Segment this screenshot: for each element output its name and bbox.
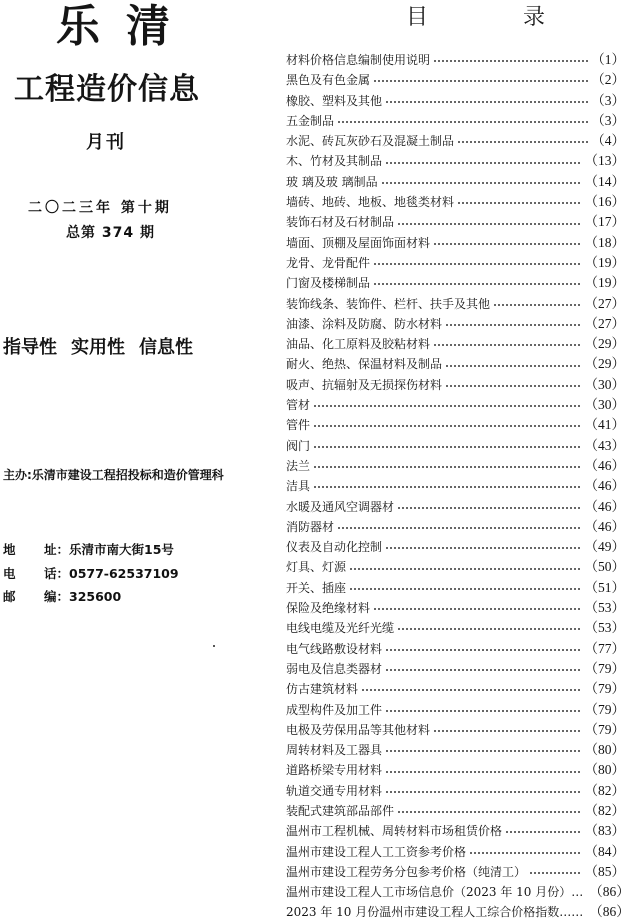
toc-item[interactable]: [286, 557, 625, 577]
toc-item-page: （53）: [584, 620, 625, 636]
toc-item[interactable]: [286, 537, 625, 557]
toc-item[interactable]: [286, 294, 625, 314]
toc-item-label: 吸声、抗辐射及无损探伤材料: [286, 377, 443, 392]
dot-leader: [337, 522, 581, 532]
slogan-guidance: 指导性: [3, 337, 57, 358]
toc-item-label: 仿古建筑材料: [286, 682, 359, 697]
toc-item[interactable]: [286, 172, 625, 192]
toc-item-label: 油漆、涂料及防腐、防水材料: [286, 316, 443, 331]
toc-item-page: （79）: [584, 721, 625, 737]
toc-item-label: 道路桥梁专用材料: [286, 763, 383, 778]
toc-panel: [280, 0, 630, 918]
toc-item-page: （46）: [584, 498, 625, 514]
dot-leader: [349, 583, 581, 593]
dot-leader: [457, 197, 581, 207]
toc-list: [286, 50, 630, 923]
toc-item[interactable]: [286, 598, 625, 618]
toc-item[interactable]: [286, 415, 625, 435]
dot-leader: [373, 75, 588, 85]
dot-leader: [349, 563, 581, 573]
toc-item[interactable]: [286, 314, 625, 334]
cover-panel: [0, 0, 280, 918]
total-issue-number: 总第 374 期: [66, 225, 155, 241]
toc-item[interactable]: [286, 456, 625, 476]
contact-label: 地 址：: [3, 542, 69, 557]
period-type: 月刊: [86, 132, 126, 153]
toc-item-label: 装配式建筑部品部件: [286, 803, 395, 818]
toc-item[interactable]: [286, 760, 625, 780]
toc-item-label: 门窗及楼梯制品: [286, 276, 371, 291]
toc-item-label: 温州市工程机械、周转材料市场租赁价格: [286, 824, 503, 839]
dot-leader: [385, 786, 581, 796]
toc-item[interactable]: [286, 50, 625, 70]
toc-item-label: 电极及劳保用品等其他材料: [286, 722, 431, 737]
contact-address: [3, 538, 179, 562]
toc-item[interactable]: [286, 842, 625, 862]
dot-leader: [457, 136, 588, 146]
dot-leader: [469, 847, 581, 857]
toc-item-page: （41）: [584, 417, 625, 433]
toc-item[interactable]: [286, 882, 630, 902]
dot-leader: [385, 664, 581, 674]
toc-item-label: 管材: [286, 398, 311, 413]
toc-item-page: （17）: [584, 214, 625, 230]
dot-leader: [529, 867, 581, 877]
toc-item-label: 水泥、砖瓦灰砂石及混凝土制品: [286, 134, 455, 149]
toc-item-label: 周转材料及工器具: [286, 743, 383, 758]
toc-item-page: （84）: [584, 843, 625, 859]
dot-leader: [337, 116, 588, 126]
contact-value: 乐清市南大街15号: [69, 542, 174, 557]
toc-item[interactable]: [286, 821, 625, 841]
toc-item-label: 成型构件及加工件: [286, 702, 383, 717]
toc-item[interactable]: [286, 131, 625, 151]
toc-item-label: 装饰线条、装饰件、栏杆、扶手及其他: [286, 296, 491, 311]
toc-item[interactable]: [286, 618, 625, 638]
toc-item-label: 管件: [286, 418, 311, 433]
toc-item-page: （82）: [584, 782, 625, 798]
publication-title: 工程造价信息: [14, 72, 200, 107]
stray-dot: [213, 645, 215, 647]
toc-item-page: （16）: [584, 194, 625, 210]
toc-item-page: （27）: [584, 295, 625, 311]
toc-item[interactable]: [286, 801, 625, 821]
dot-leader: [385, 644, 581, 654]
dot-leader: [397, 806, 581, 816]
toc-item-page: （79）: [584, 701, 625, 717]
toc-item-page: （86）: [589, 884, 630, 900]
toc-item-label: 木、竹材及其制品: [286, 154, 383, 169]
toc-item-page: （79）: [584, 660, 625, 676]
toc-item[interactable]: [286, 781, 625, 801]
toc-item-page: （51）: [584, 579, 625, 595]
toc-item-label: 五金制品: [286, 113, 335, 128]
dot-leader: [397, 502, 581, 512]
contact-value: 0577-62537109: [69, 565, 179, 581]
toc-item[interactable]: [286, 720, 625, 740]
dot-leader: [385, 157, 581, 167]
toc-item-page: （19）: [584, 254, 625, 270]
toc-item-label: 墙面、顶棚及屋面饰面材料: [286, 235, 431, 250]
dot-leader: [493, 299, 581, 309]
toc-item-page: （46）: [584, 478, 625, 494]
toc-item[interactable]: [286, 517, 625, 537]
toc-item[interactable]: [286, 375, 625, 395]
toc-item-page: （53）: [584, 600, 625, 616]
dot-leader: [505, 826, 581, 836]
toc-item-page: （14）: [584, 173, 625, 189]
dot-leader: [385, 745, 581, 755]
toc-item-label: 电气线路敷设材料: [286, 641, 383, 656]
toc-item[interactable]: [286, 151, 625, 171]
toc-item-page: （27）: [584, 315, 625, 331]
toc-item[interactable]: [286, 233, 625, 253]
toc-item-label: 温州市建设工程劳务分包参考价格（纯清工）: [286, 864, 527, 879]
toc-item-page: （49）: [584, 539, 625, 555]
dot-leader: [385, 766, 581, 776]
dot-leader: [385, 96, 588, 106]
toc-item-page: （83）: [584, 823, 625, 839]
toc-item-label: 仪表及自动化控制: [286, 540, 383, 555]
toc-item-page: （18）: [584, 234, 625, 250]
toc-item-label: 温州市建设工程人工市场信息价（2023 年 10 月份）…: [286, 885, 584, 900]
toc-item[interactable]: [286, 91, 625, 111]
dot-leader: [361, 684, 581, 694]
toc-item-page: （43）: [584, 437, 625, 453]
toc-item-page: （3）: [591, 112, 625, 128]
contact-postcode: [3, 585, 179, 609]
toc-item-page: （30）: [584, 376, 625, 392]
toc-item[interactable]: [286, 192, 625, 212]
toc-item[interactable]: [286, 659, 625, 679]
toc-item[interactable]: [286, 902, 630, 922]
toc-item-page: （82）: [584, 802, 625, 818]
toc-item[interactable]: [286, 476, 625, 496]
slogan-practicality: 实用性: [71, 337, 125, 358]
toc-item[interactable]: [286, 70, 625, 90]
toc-item-label: 耐火、绝热、保温材料及制品: [286, 357, 443, 372]
toc-item-page: （85）: [584, 863, 625, 879]
toc-item-page: （77）: [584, 640, 625, 656]
dot-leader: [433, 339, 581, 349]
toc-item-label: 开关、插座: [286, 580, 347, 595]
contact-phone: [3, 562, 179, 586]
toc-item-page: （80）: [584, 742, 625, 758]
toc-item[interactable]: [286, 395, 625, 415]
slogan: [3, 336, 193, 360]
contact-info: [3, 538, 179, 609]
toc-item-label: 保险及绝缘材料: [286, 601, 371, 616]
dot-leader: [445, 380, 581, 390]
slogan-informativeness: 信息性: [139, 337, 193, 358]
dot-leader: [381, 177, 582, 187]
toc-item-page: （46）: [584, 457, 625, 473]
toc-item-label: 洁具: [286, 479, 311, 494]
toc-item-label: 法兰: [286, 458, 311, 473]
toc-item-label: 装饰石材及石材制品: [286, 215, 395, 230]
toc-item-page: （50）: [584, 559, 625, 575]
toc-item-page: （80）: [584, 762, 625, 778]
toc-item-label: 弱电及信息类器材: [286, 661, 383, 676]
toc-item-label: 墙砖、地砖、地板、地毯类材料: [286, 195, 455, 210]
toc-item-page: （19）: [584, 275, 625, 291]
dot-leader: [385, 542, 581, 552]
toc-item[interactable]: [286, 740, 625, 760]
toc-item[interactable]: [286, 700, 625, 720]
sponsor: 主办:乐清市建设工程招投标和造价管理科: [3, 468, 224, 482]
dot-leader: [313, 420, 581, 430]
toc-item-page: （86）: [589, 904, 630, 920]
dot-leader: [313, 481, 581, 491]
toc-item[interactable]: [286, 639, 625, 659]
toc-item-page: （13）: [584, 153, 625, 169]
toc-item-page: （79）: [584, 681, 625, 697]
toc-item[interactable]: [286, 497, 625, 517]
toc-item[interactable]: [286, 111, 625, 131]
dot-leader: [445, 360, 581, 370]
contact-label: 电 话：: [3, 565, 69, 581]
toc-item-label: 灯具、灯源: [286, 560, 347, 575]
dot-leader: [397, 623, 581, 633]
toc-item-label: 阀门: [286, 438, 311, 453]
toc-item[interactable]: [286, 273, 625, 293]
toc-item-label: 材料价格信息编制使用说明: [286, 53, 431, 67]
toc-item-label: 温州市建设工程人工工资参考价格: [286, 844, 467, 859]
dot-leader: [433, 238, 581, 248]
toc-item-label: 龙骨、龙骨配件: [286, 255, 371, 270]
toc-item-page: （1）: [591, 52, 625, 67]
toc-item-label: 轨道交通专用材料: [286, 783, 383, 798]
toc-item-label: 油品、化工原料及胶粘材料: [286, 337, 431, 352]
toc-item-page: （3）: [591, 92, 625, 108]
toc-item-label: 水暖及通风空调器材: [286, 499, 395, 514]
toc-item[interactable]: [286, 334, 625, 354]
dot-leader: [397, 218, 581, 228]
dot-leader: [445, 319, 581, 329]
dot-leader: [313, 400, 581, 410]
toc-item-page: （29）: [584, 336, 625, 352]
toc-item[interactable]: [286, 578, 625, 598]
toc-item-label: 橡胶、塑料及其他: [286, 93, 383, 108]
toc-item-page: （30）: [584, 397, 625, 413]
dot-leader: [373, 258, 581, 268]
dot-leader: [313, 441, 581, 451]
dot-leader: [433, 55, 588, 65]
toc-item-label: 玻 璃及玻 璃制品: [286, 174, 378, 189]
city-title: 乐清: [56, 1, 196, 52]
toc-item-label: 消防器材: [286, 519, 335, 534]
toc-item-label: 2023 年 10 月份温州市建设工程人工综合价格指数……: [286, 905, 584, 920]
dot-leader: [313, 461, 581, 471]
dot-leader: [373, 278, 581, 288]
toc-item[interactable]: [286, 253, 625, 273]
toc-item-label: 电线电缆及光纤光缆: [286, 621, 395, 636]
dot-leader: [385, 705, 581, 715]
toc-item[interactable]: [286, 679, 625, 699]
dot-leader: [373, 603, 581, 613]
issue-number: 二〇二三年 第十期: [28, 200, 172, 216]
toc-title: 目 录: [406, 5, 589, 30]
toc-item-page: （46）: [584, 518, 625, 534]
dot-leader: [433, 725, 581, 735]
toc-item-page: （29）: [584, 356, 625, 372]
toc-item[interactable]: [286, 862, 625, 882]
toc-item[interactable]: [286, 212, 625, 232]
toc-item-page: （4）: [591, 133, 625, 149]
toc-item-page: （2）: [591, 72, 625, 88]
toc-item-label: 黑色及有色金属: [286, 73, 371, 88]
toc-item[interactable]: [286, 354, 625, 374]
toc-item[interactable]: [286, 436, 625, 456]
contact-label: 邮 编：: [3, 589, 69, 604]
contact-value: 325600: [69, 589, 122, 604]
